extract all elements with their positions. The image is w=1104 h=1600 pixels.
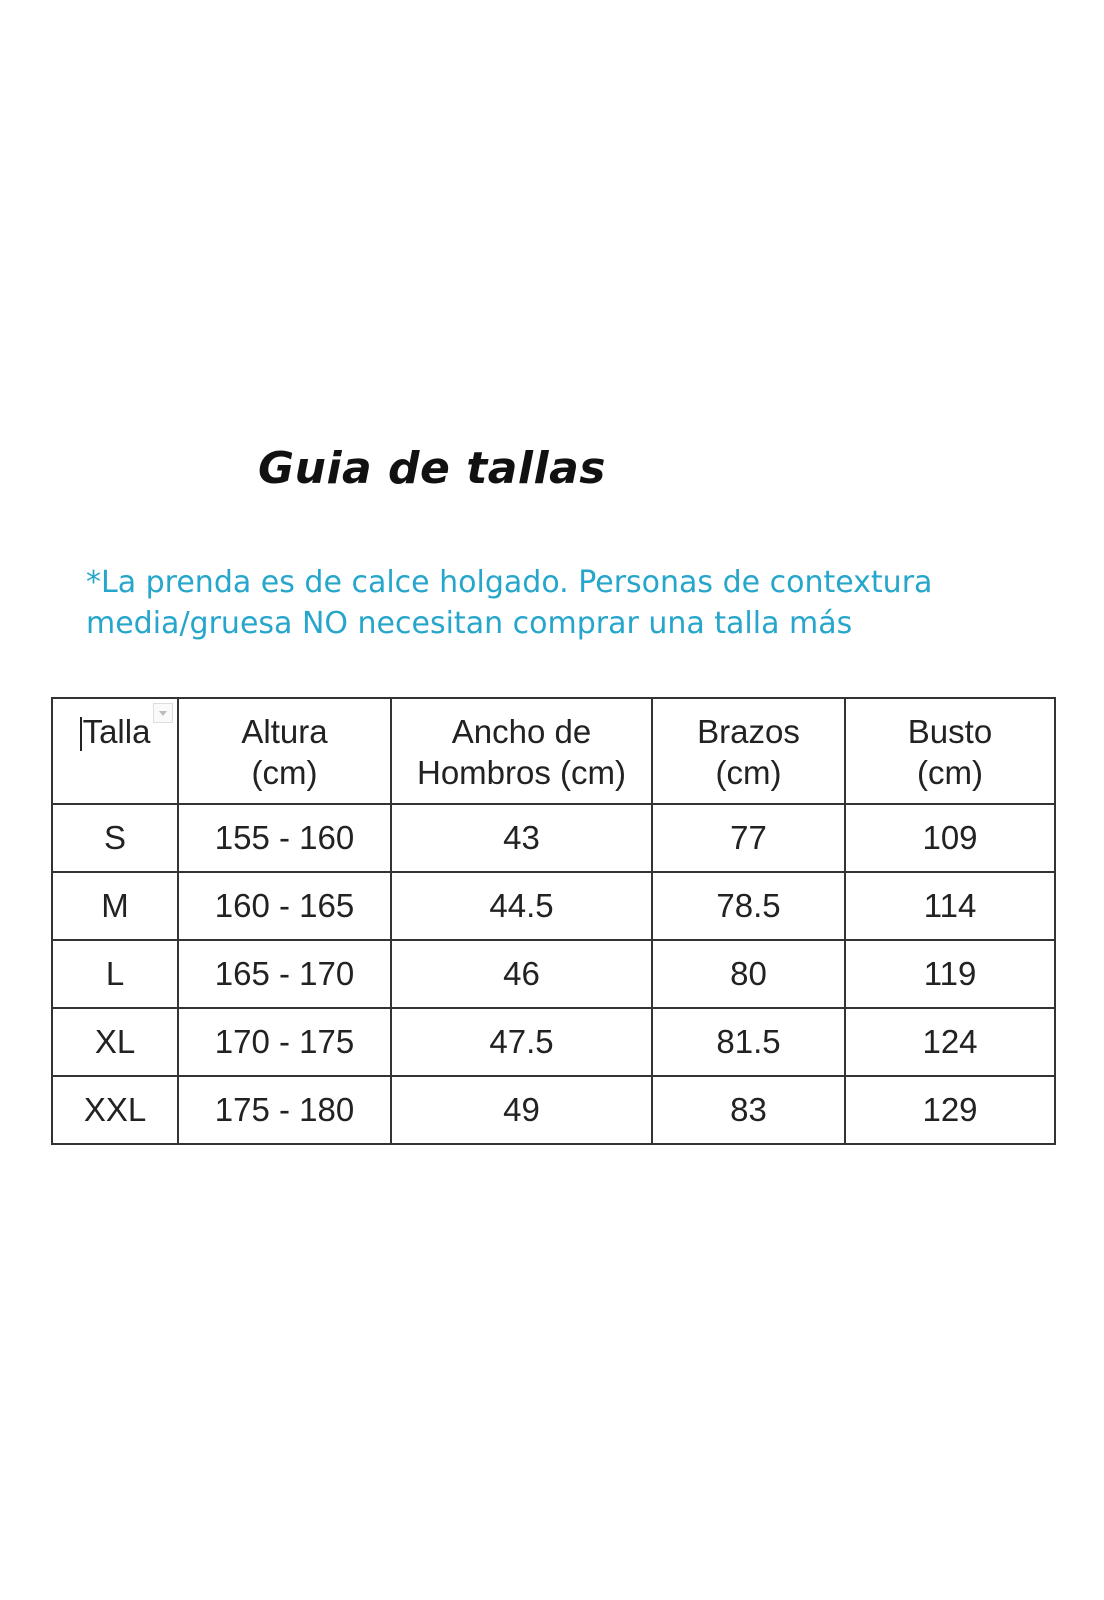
header-busto [845, 698, 1055, 804]
fit-note: *La prenda es de calce holgado. Personas de contextura media/gruesa NO necesitan comprar una talla más [86, 565, 933, 641]
header-label: Ancho de [451, 713, 592, 750]
cell-brazos: 81.5 [652, 1008, 845, 1076]
header-label: Altura [241, 713, 328, 750]
cell-brazos: 80 [652, 940, 845, 1008]
cell-busto: 114 [845, 872, 1055, 940]
cell-talla: XL [52, 1008, 178, 1076]
size-table [51, 697, 1056, 1145]
header-unit: (cm) [251, 754, 318, 791]
table-row [52, 1076, 1055, 1144]
cell-altura: 160 - 165 [178, 872, 391, 940]
cell-altura: 175 - 180 [178, 1076, 391, 1144]
header-unit: (cm) [715, 754, 782, 791]
header-brazos [652, 698, 845, 804]
cell-busto: 109 [845, 804, 1055, 872]
cell-ancho-hombros: 49 [391, 1076, 652, 1144]
cell-ancho-hombros: 43 [391, 804, 652, 872]
table-header-row [52, 698, 1055, 804]
cell-altura: 155 - 160 [178, 804, 391, 872]
header-unit: Hombros (cm) [416, 754, 626, 791]
table-row [52, 1008, 1055, 1076]
cell-talla: M [52, 872, 178, 940]
cell-ancho-hombros: 46 [391, 940, 652, 1008]
cell-altura: 170 - 175 [178, 1008, 391, 1076]
header-talla[interactable] [52, 698, 178, 804]
cell-talla: S [52, 804, 178, 872]
table-row [52, 804, 1055, 872]
text-cursor [80, 717, 82, 751]
header-ancho-hombros [391, 698, 652, 804]
cell-brazos: 77 [652, 804, 845, 872]
cell-talla: XXL [52, 1076, 178, 1144]
cell-busto: 124 [845, 1008, 1055, 1076]
cell-busto: 119 [845, 940, 1055, 1008]
header-altura [178, 698, 391, 804]
cell-busto: 129 [845, 1076, 1055, 1144]
table-row [52, 872, 1055, 940]
table-row [52, 940, 1055, 1008]
header-label: Busto [907, 713, 993, 750]
cell-brazos: 78.5 [652, 872, 845, 940]
page-title: Guia de tallas [258, 443, 606, 494]
cell-talla: L [52, 940, 178, 1008]
cell-ancho-hombros: 44.5 [391, 872, 652, 940]
header-label: Talla [82, 713, 151, 750]
cell-altura: 165 - 170 [178, 940, 391, 1008]
cell-ancho-hombros: 47.5 [391, 1008, 652, 1076]
header-unit: (cm) [917, 754, 983, 791]
header-label: Brazos [697, 713, 800, 750]
cell-brazos: 83 [652, 1076, 845, 1144]
filter-dropdown-icon[interactable] [153, 703, 173, 723]
